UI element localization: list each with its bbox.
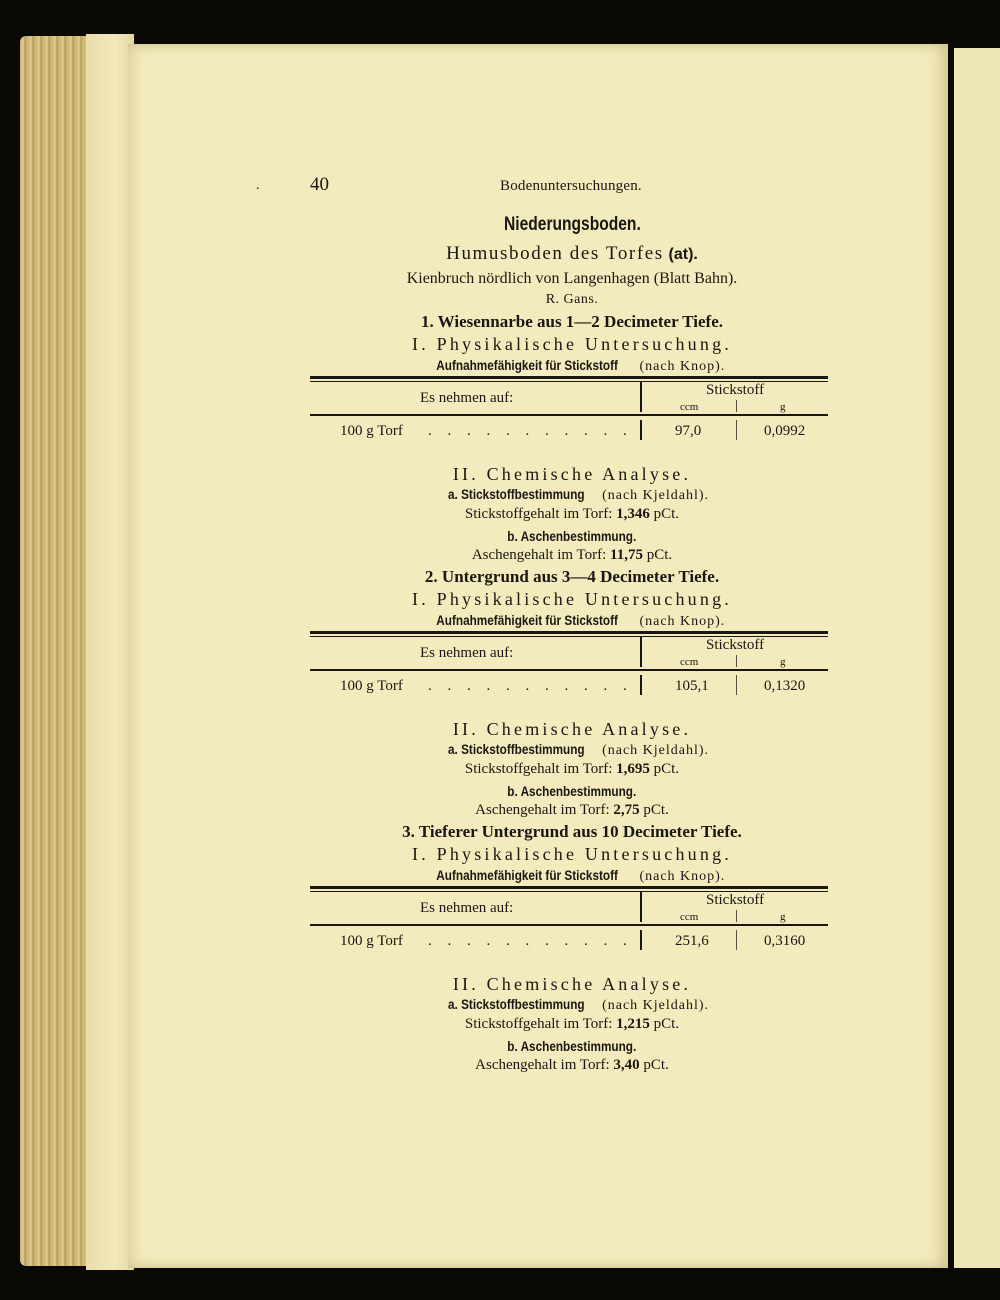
table-top-rule	[310, 376, 828, 379]
table-header-rule	[310, 924, 828, 926]
absorption-method: (nach Knop).	[634, 614, 726, 629]
table-row-header: Es nehmen auf:	[420, 390, 514, 406]
ash-unit: pCt.	[639, 802, 669, 818]
ash-label: b. Aschenbestimmung.	[507, 1038, 637, 1054]
value-g: 0,3160	[764, 933, 806, 949]
table-header-rule	[310, 414, 828, 416]
table-header-rule	[310, 669, 828, 671]
value-divider	[736, 675, 737, 695]
absorption-label: Aufnahmefähigkeit für Stickstoff	[435, 357, 618, 373]
table-divider	[640, 892, 642, 922]
table-column-group: Stickstoff	[706, 382, 765, 398]
ash-text: Aschengehalt im Torf:	[475, 1057, 614, 1073]
nitrogen-value: 1,215	[616, 1016, 650, 1032]
value-ccm: 105,1	[675, 678, 709, 694]
table-row-header: Es nehmen auf:	[420, 645, 514, 661]
unit-ccm: ccm	[680, 401, 699, 413]
value-g: 0,0992	[764, 423, 806, 439]
nitrogen-result	[312, 1016, 832, 1033]
absorption-method: (nach Knop).	[634, 359, 726, 374]
nitrogen-method: (nach Kjeldahl).	[597, 998, 710, 1013]
value-ccm: 251,6	[675, 933, 709, 949]
row-label: 100 g Torf	[340, 423, 403, 439]
author-line: R. Gans.	[545, 292, 599, 307]
row-label: 100 g Torf	[340, 678, 403, 694]
ash-result	[312, 1057, 832, 1074]
document-subtitle: Humusboden des Torfes (at).	[446, 243, 698, 264]
row-leader-dots: . . . . . . . . . . .	[428, 423, 633, 439]
nitrogen-method-line	[312, 741, 832, 759]
nitrogen-text: Stickstoffgehalt im Torf:	[464, 761, 617, 777]
ash-value: 2,75	[613, 802, 640, 818]
table-column-group: Stickstoff	[706, 637, 765, 653]
ash-label: b. Aschenbestimmung.	[507, 528, 637, 544]
ash-label: b. Aschenbestimmung.	[507, 783, 637, 799]
unit-ccm: ccm	[680, 656, 699, 668]
ash-heading	[312, 528, 832, 546]
nitrogen-unit: pCt.	[649, 761, 680, 777]
nitrogen-unit: pCt.	[649, 1016, 680, 1032]
table-divider-row	[640, 930, 642, 950]
ash-result	[312, 547, 832, 564]
ash-heading	[312, 1038, 832, 1056]
document-title: Niederungsboden.	[503, 214, 641, 235]
nitrogen-method: (nach Kjeldahl).	[597, 488, 710, 503]
table-top-rule	[310, 631, 828, 634]
nitrogen-text: Stickstoffgehalt im Torf:	[464, 506, 617, 522]
unit-g: g	[780, 911, 786, 923]
chemical-heading: II. Chemische Analyse.	[452, 719, 692, 739]
table-divider-row	[640, 675, 642, 695]
page-mark: .	[256, 178, 260, 193]
table-divider	[640, 637, 642, 667]
running-head: Bodenuntersuchungen.	[500, 178, 642, 194]
ash-text: Aschengehalt im Torf:	[475, 802, 614, 818]
nitrogen-method: (nach Kjeldahl).	[597, 743, 710, 758]
nitrogen-result	[312, 761, 832, 778]
value-g: 0,1320	[764, 678, 806, 694]
ash-text: Aschengehalt im Torf:	[471, 547, 611, 563]
ash-unit: pCt.	[639, 1057, 669, 1073]
section-heading: 2. Untergrund aus 3—4 Decimeter Tiefe.	[424, 567, 720, 586]
unit-divider	[736, 910, 737, 922]
nitrogen-text: Stickstoffgehalt im Torf:	[464, 1016, 617, 1032]
ash-value: 11,75	[610, 547, 643, 563]
facing-page-edge	[954, 48, 1000, 1268]
physical-heading: I. Physikalische Untersuchung.	[412, 589, 732, 609]
table-divider-row	[640, 420, 642, 440]
chemical-heading: II. Chemische Analyse.	[452, 974, 692, 994]
chemical-heading: II. Chemische Analyse.	[452, 464, 692, 484]
absorption-line	[312, 357, 832, 375]
location-line: Kienbruch nördlich von Langenhagen (Blatt Bahn).	[406, 270, 738, 287]
nitrogen-value: 1,346	[616, 506, 650, 522]
absorption-label: Aufnahmefähigkeit für Stickstoff	[435, 612, 618, 628]
nitrogen-method-line	[312, 996, 832, 1014]
physical-heading: I. Physikalische Untersuchung.	[412, 334, 732, 354]
absorption-method: (nach Knop).	[634, 869, 726, 884]
nitrogen-value: 1,695	[616, 761, 650, 777]
nitrogen-label: a. Stickstoffbestimmung	[447, 996, 585, 1012]
value-divider	[736, 420, 737, 440]
page-number: 40	[310, 174, 329, 195]
nitrogen-label: a. Stickstoffbestimmung	[447, 486, 585, 502]
row-leader-dots: . . . . . . . . . . .	[428, 678, 633, 694]
table-top-rule	[310, 886, 828, 889]
table-row-header: Es nehmen auf:	[420, 900, 514, 916]
row-leader-dots: . . . . . . . . . . .	[428, 933, 633, 949]
section-heading: 3. Tieferer Untergrund aus 10 Decimeter Tiefe.	[402, 822, 742, 841]
nitrogen-result	[312, 506, 832, 523]
value-ccm: 97,0	[675, 423, 702, 439]
physical-heading: I. Physikalische Untersuchung.	[412, 844, 732, 864]
unit-g: g	[780, 656, 786, 668]
absorption-label: Aufnahmefähigkeit für Stickstoff	[435, 867, 618, 883]
unit-divider	[736, 400, 737, 412]
absorption-line	[312, 612, 832, 630]
table-column-group: Stickstoff	[706, 892, 765, 908]
section-heading: 1. Wiesennarbe aus 1—2 Decimeter Tiefe.	[420, 312, 724, 331]
nitrogen-unit: pCt.	[649, 506, 680, 522]
ash-value: 3,40	[613, 1057, 640, 1073]
table-divider	[640, 382, 642, 412]
book-page-edges-inner	[86, 34, 134, 1270]
ash-result	[312, 802, 832, 819]
nitrogen-method-line	[312, 486, 832, 504]
ash-heading	[312, 783, 832, 801]
nitrogen-label: a. Stickstoffbestimmung	[447, 741, 585, 757]
ash-unit: pCt.	[642, 547, 673, 563]
unit-divider	[736, 655, 737, 667]
row-label: 100 g Torf	[340, 933, 403, 949]
absorption-line	[312, 867, 832, 885]
value-divider	[736, 930, 737, 950]
unit-ccm: ccm	[680, 911, 699, 923]
unit-g: g	[780, 401, 786, 413]
